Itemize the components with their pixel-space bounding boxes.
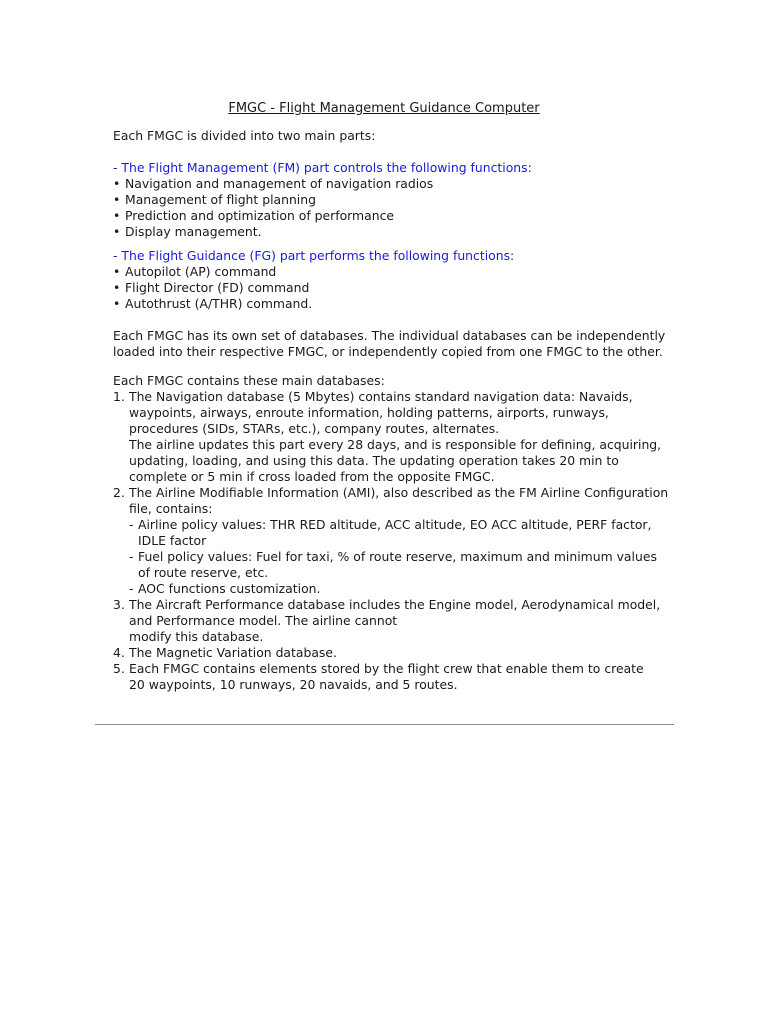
- dash-marker: -: [129, 549, 134, 564]
- database-item-navigation: [113, 389, 673, 485]
- sub-item-line: Fuel policy values: Fuel for taxi, % of route reserve, maximum and minimum values: [138, 549, 657, 564]
- bullet-icon: •: [113, 192, 121, 207]
- paragraph-line: Each FMGC has its own set of databases. The individual databases can be independently: [113, 328, 666, 343]
- item-number: 5.: [113, 661, 125, 676]
- intro-text: Each FMGC is divided into two main parts:: [113, 128, 376, 143]
- list-item-text: Display management.: [125, 224, 262, 239]
- item-line: 20 waypoints, 10 runways, 20 navaids, and 5 routes.: [129, 677, 458, 692]
- fm-function-list: [113, 176, 673, 240]
- sub-item: [129, 581, 673, 597]
- paragraph-line: loaded into their respective FMGC, or independently copied from one FMGC to the other.: [113, 344, 663, 359]
- list-item: [113, 208, 673, 224]
- bullet-icon: •: [113, 176, 121, 191]
- databases-paragraph: [113, 328, 673, 360]
- dash-marker: -: [129, 581, 134, 596]
- sub-item-line: Airline policy values: THR RED altitude, ACC altitude, EO ACC altitude, PERF factor,: [138, 517, 652, 532]
- item-line: file, contains:: [129, 501, 213, 516]
- item-line: The Airline Modifiable Information (AMI), also described as the FM Airline Configuration: [129, 485, 669, 500]
- sub-item-line: IDLE factor: [138, 533, 207, 548]
- item-number: 1.: [113, 389, 125, 404]
- bullet-icon: •: [113, 224, 121, 239]
- fg-function-list: [113, 264, 673, 312]
- fg-section-heading: - The Flight Guidance (FG) part performs the following functions:: [113, 248, 515, 263]
- item-line: Each FMGC contains elements stored by the flight crew that enable them to create: [129, 661, 644, 676]
- item-line: modify this database.: [129, 629, 264, 644]
- sub-item: [129, 517, 673, 549]
- item-line: complete or 5 min if cross loaded from the opposite FMGC.: [129, 469, 495, 484]
- bullet-icon: •: [113, 280, 121, 295]
- bullet-icon: •: [113, 296, 121, 311]
- list-item: [113, 176, 673, 192]
- item-line: The airline updates this part every 28 days, and is responsible for defining, acquiring,: [129, 437, 662, 452]
- list-item: [113, 264, 673, 280]
- item-line: The Aircraft Performance database includes the Engine model, Aerodynamical model,: [129, 597, 661, 612]
- item-number: 2.: [113, 485, 125, 500]
- dash-marker: -: [129, 517, 134, 532]
- list-item-text: Prediction and optimization of performance: [125, 208, 395, 223]
- item-number: 4.: [113, 645, 125, 660]
- list-item: [113, 224, 673, 240]
- bullet-icon: •: [113, 208, 121, 223]
- horizontal-divider: [95, 724, 674, 725]
- bullet-icon: •: [113, 264, 121, 279]
- document-body: [113, 128, 673, 693]
- list-item-text: Navigation and management of navigation radios: [125, 176, 434, 191]
- page-title: FMGC - Flight Management Guidance Computer: [228, 101, 540, 116]
- list-item: [113, 296, 673, 312]
- list-item-text: Management of flight planning: [125, 192, 316, 207]
- list-item-text: Autopilot (AP) command: [125, 264, 277, 279]
- database-item-magnetic-variation: [113, 645, 673, 661]
- item-line: The Navigation database (5 Mbytes) contains standard navigation data: Navaids,: [129, 389, 633, 404]
- sub-item-line: of route reserve, etc.: [138, 565, 269, 580]
- item-line: waypoints, airways, enroute information, holding patterns, airports, runways,: [129, 405, 609, 420]
- list-item: [113, 192, 673, 208]
- item-line: procedures (SIDs, STARs, etc.), company routes, alternates.: [129, 421, 500, 436]
- item-number: 3.: [113, 597, 125, 612]
- sub-item-line: AOC functions customization.: [138, 581, 321, 596]
- database-item-ami: [113, 485, 673, 597]
- list-item: [113, 280, 673, 296]
- main-databases-heading: Each FMGC contains these main databases:: [113, 373, 385, 388]
- list-item-text: Flight Director (FD) command: [125, 280, 310, 295]
- database-item-crew-stored: [113, 661, 673, 693]
- sub-item: [129, 549, 673, 581]
- item-line: and Performance model. The airline cannot: [129, 613, 398, 628]
- fm-section-heading: - The Flight Management (FM) part controls the following functions:: [113, 160, 532, 175]
- list-item-text: Autothrust (A/THR) command.: [125, 296, 313, 311]
- database-item-performance: [113, 597, 673, 645]
- item-line: The Magnetic Variation database.: [129, 645, 337, 660]
- item-line: updating, loading, and using this data. The updating operation takes 20 min to: [129, 453, 619, 468]
